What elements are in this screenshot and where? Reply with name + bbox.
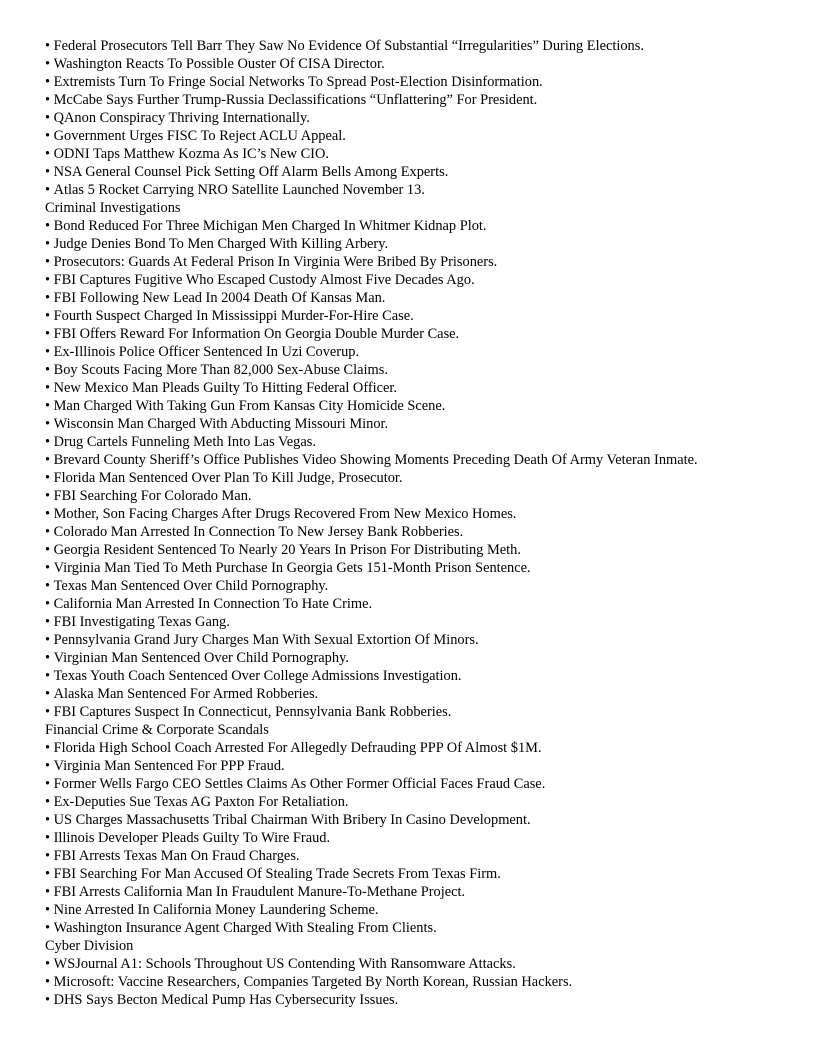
headline-item: • Brevard County Sheriff’s Office Publishes Video Showing Moments Preceding Death Of Army Veteran Inmate.	[45, 451, 805, 469]
headline-item: • FBI Arrests Texas Man On Fraud Charges.	[45, 847, 805, 865]
headline-item: • Nine Arrested In California Money Laundering Scheme.	[45, 901, 805, 919]
section-heading: Criminal Investigations	[45, 200, 181, 216]
headline-item: • Man Charged With Taking Gun From Kansas City Homicide Scene.	[45, 397, 805, 415]
headline-item: • FBI Captures Suspect In Connecticut, Pennsylvania Bank Robberies.	[45, 703, 805, 721]
headline-item: • FBI Searching For Man Accused Of Stealing Trade Secrets From Texas Firm.	[45, 865, 805, 883]
headline-item: • FBI Searching For Colorado Man.	[45, 487, 805, 505]
headline-item: • Former Wells Fargo CEO Settles Claims As Other Former Official Faces Fraud Case.	[45, 775, 805, 793]
headline-item: • QAnon Conspiracy Thriving Internationally.	[45, 109, 805, 127]
news-list	[45, 37, 805, 1009]
section-heading: Cyber Division	[45, 938, 134, 954]
headline-item: • Texas Youth Coach Sentenced Over College Admissions Investigation.	[45, 667, 805, 685]
headline-item: • Washington Reacts To Possible Ouster Of CISA Director.	[45, 55, 805, 73]
headline-item: • Prosecutors: Guards At Federal Prison In Virginia Were Bribed By Prisoners.	[45, 253, 805, 271]
headline-item: • McCabe Says Further Trump-Russia Declassifications “Unflattering” For President.	[45, 91, 805, 109]
headline-item: • Extremists Turn To Fringe Social Networks To Spread Post-Election Disinformation.	[45, 73, 805, 91]
headline-item: • Texas Man Sentenced Over Child Pornography.	[45, 577, 805, 595]
headline-item: • Wisconsin Man Charged With Abducting Missouri Minor.	[45, 415, 805, 433]
headline-item: • Virginian Man Sentenced Over Child Pornography.	[45, 649, 805, 667]
headline-item: • Bond Reduced For Three Michigan Men Charged In Whitmer Kidnap Plot.	[45, 217, 805, 235]
headline-item: • DHS Says Becton Medical Pump Has Cybersecurity Issues.	[45, 991, 805, 1009]
headline-item: • Judge Denies Bond To Men Charged With Killing Arbery.	[45, 235, 805, 253]
headline-item: • Florida Man Sentenced Over Plan To Kill Judge, Prosecutor.	[45, 469, 805, 487]
news-briefing-page	[45, 37, 805, 1009]
headline-item: • Washington Insurance Agent Charged With Stealing From Clients.	[45, 919, 805, 937]
headline-item: • Pennsylvania Grand Jury Charges Man With Sexual Extortion Of Minors.	[45, 631, 805, 649]
headline-item: • Georgia Resident Sentenced To Nearly 20 Years In Prison For Distributing Meth.	[45, 541, 805, 559]
headline-item: • Alaska Man Sentenced For Armed Robberies.	[45, 685, 805, 703]
headline-item: • Government Urges FISC To Reject ACLU Appeal.	[45, 127, 805, 145]
headline-item: • Florida High School Coach Arrested For Allegedly Defrauding PPP Of Almost $1M.	[45, 739, 805, 757]
headline-item: • ODNI Taps Matthew Kozma As IC’s New CIO.	[45, 145, 805, 163]
headline-item: • New Mexico Man Pleads Guilty To Hitting Federal Officer.	[45, 379, 805, 397]
headline-item: • FBI Captures Fugitive Who Escaped Custody Almost Five Decades Ago.	[45, 271, 805, 289]
headline-item: • Federal Prosecutors Tell Barr They Saw No Evidence Of Substantial “Irregularities” During Elections.	[45, 37, 805, 55]
headline-item: • FBI Investigating Texas Gang.	[45, 613, 805, 631]
headline-item: • Virginia Man Sentenced For PPP Fraud.	[45, 757, 805, 775]
headline-item: • NSA General Counsel Pick Setting Off Alarm Bells Among Experts.	[45, 163, 805, 181]
headline-item: • WSJournal A1: Schools Throughout US Contending With Ransomware Attacks.	[45, 955, 805, 973]
headline-item: • Boy Scouts Facing More Than 82,000 Sex-Abuse Claims.	[45, 361, 805, 379]
headline-item: • Virginia Man Tied To Meth Purchase In Georgia Gets 151-Month Prison Sentence.	[45, 559, 805, 577]
headline-item: • Microsoft: Vaccine Researchers, Companies Targeted By North Korean, Russian Hackers.	[45, 973, 805, 991]
headline-item: • FBI Offers Reward For Information On Georgia Double Murder Case.	[45, 325, 805, 343]
headline-item: • Illinois Developer Pleads Guilty To Wire Fraud.	[45, 829, 805, 847]
headline-item: • FBI Following New Lead In 2004 Death Of Kansas Man.	[45, 289, 805, 307]
headline-item: • Atlas 5 Rocket Carrying NRO Satellite Launched November 13.	[45, 181, 805, 199]
headline-item: • Drug Cartels Funneling Meth Into Las Vegas.	[45, 433, 805, 451]
headline-item: • FBI Arrests California Man In Fraudulent Manure-To-Methane Project.	[45, 883, 805, 901]
headline-item: • Mother, Son Facing Charges After Drugs Recovered From New Mexico Homes.	[45, 505, 805, 523]
headline-item: • Fourth Suspect Charged In Mississippi Murder-For-Hire Case.	[45, 307, 805, 325]
section-heading: Financial Crime & Corporate Scandals	[45, 722, 269, 738]
headline-item: • California Man Arrested In Connection To Hate Crime.	[45, 595, 805, 613]
headline-item: • US Charges Massachusetts Tribal Chairman With Bribery In Casino Development.	[45, 811, 805, 829]
headline-item: • Colorado Man Arrested In Connection To New Jersey Bank Robberies.	[45, 523, 805, 541]
headline-item: • Ex-Deputies Sue Texas AG Paxton For Retaliation.	[45, 793, 805, 811]
headline-item: • Ex-Illinois Police Officer Sentenced In Uzi Coverup.	[45, 343, 805, 361]
